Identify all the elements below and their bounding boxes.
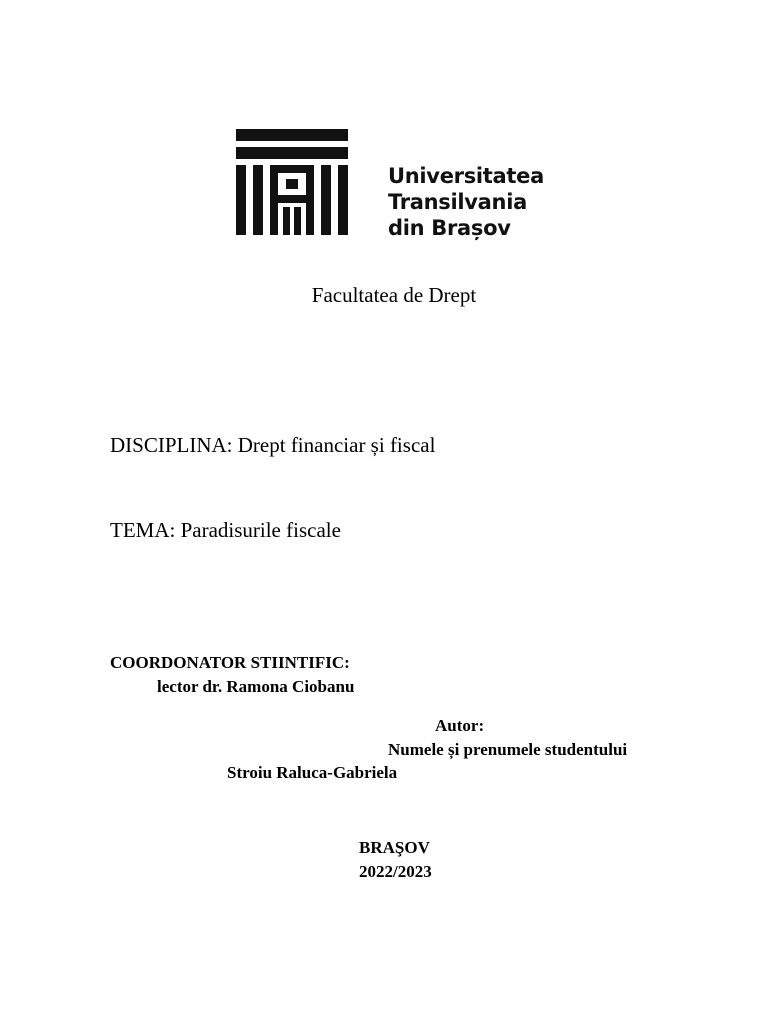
university-logo-icon: [236, 129, 348, 235]
discipline-line: DISCIPLINA: Drept financiar și fiscal: [110, 433, 436, 457]
topic-line: TEMA: Paradisurile fiscale: [110, 518, 341, 542]
author-name: Stroiu Raluca-Gabriela: [227, 763, 398, 782]
author-label: Autor:: [435, 716, 485, 735]
academic-year: 2022/2023: [359, 862, 432, 881]
university-name-line-2: Transilvania: [388, 190, 527, 214]
city: BRAŞOV: [359, 838, 430, 857]
university-name: [388, 163, 544, 241]
faculty-name: Facultatea de Drept: [311, 283, 477, 307]
university-name-line-1: Universitatea: [388, 164, 544, 188]
coordinator-label: COORDONATOR STIINTIFIC:: [110, 653, 350, 672]
university-name-line-3: din Brașov: [388, 216, 511, 240]
coordinator-name: lector dr. Ramona Ciobanu: [157, 677, 355, 696]
author-hint: Numele și prenumele studentului: [388, 740, 628, 759]
